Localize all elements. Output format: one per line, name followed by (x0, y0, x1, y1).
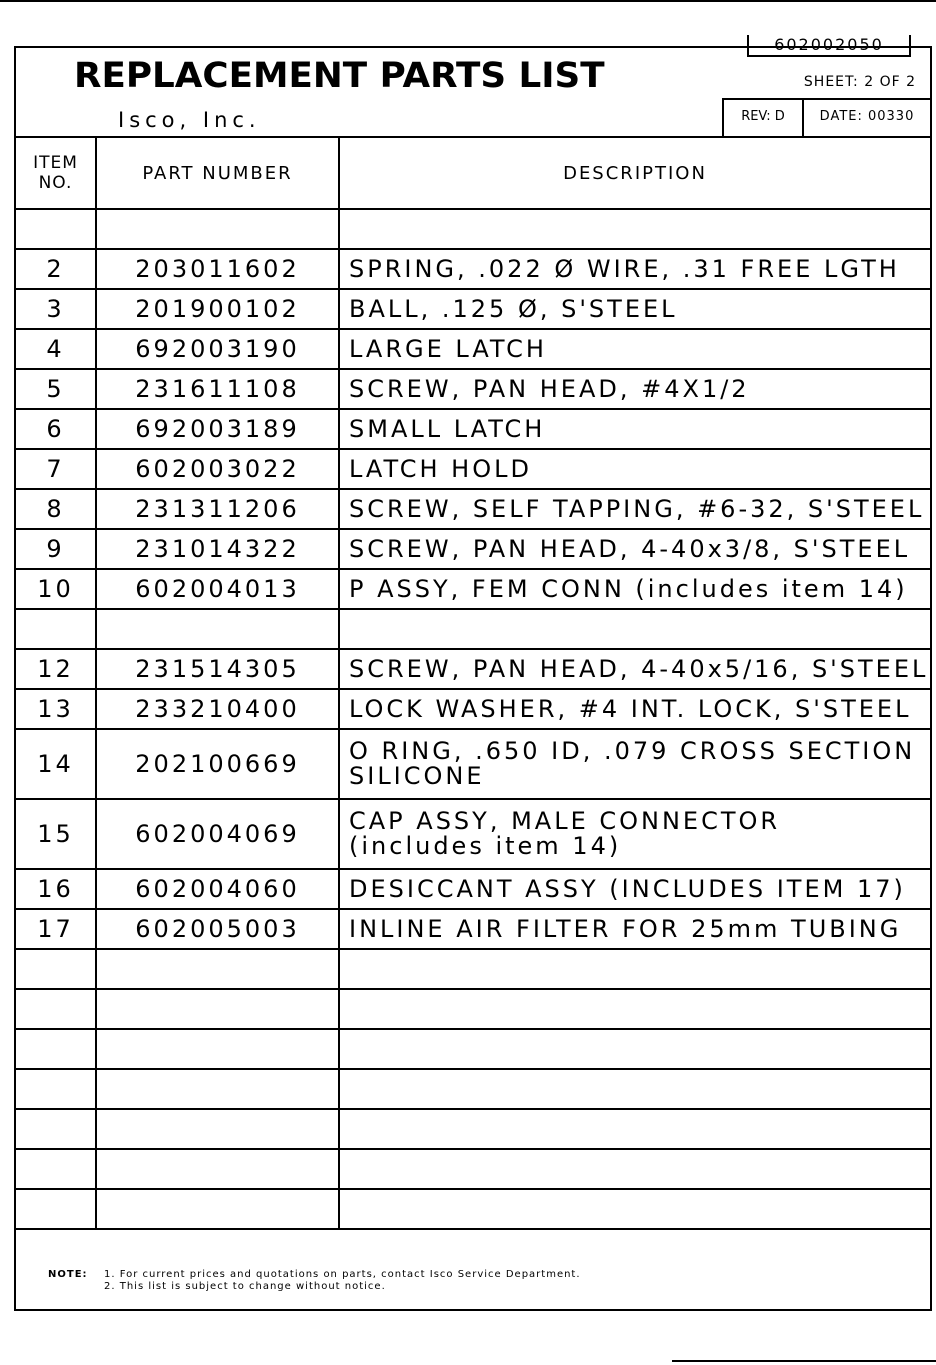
description-cell: SCREW, PAN HEAD, 4-40x5/16, S'STEEL (339, 649, 930, 689)
description-line-1: CAP ASSY, MALE CONNECTOR (349, 807, 781, 835)
table-header-row (16, 137, 930, 209)
table-row (16, 949, 930, 989)
part-number-cell: 231014322 (96, 529, 339, 569)
part-number-cell (96, 1109, 339, 1149)
company-name: Isco, Inc. (118, 108, 261, 132)
description-cell (339, 1029, 930, 1069)
part-number-cell: 233210400 (96, 689, 339, 729)
page-title: REPLACEMENT PARTS LIST (74, 56, 605, 96)
description-cell (339, 989, 930, 1029)
part-number-cell: 692003189 (96, 409, 339, 449)
table-row (16, 1149, 930, 1189)
description-cell: SCREW, SELF TAPPING, #6-32, S'STEEL (339, 489, 930, 529)
sheet-number: SHEET: 2 OF 2 (803, 74, 916, 90)
part-number-cell: 602005003 (96, 909, 339, 949)
description-line-1: O RING, .650 ID, .079 CROSS SECTION (349, 737, 916, 765)
item-number-cell: 15 (16, 799, 96, 869)
item-number-cell (16, 989, 96, 1029)
table-row (16, 799, 930, 869)
description-cell (339, 609, 930, 649)
part-number-cell (96, 609, 339, 649)
table-row (16, 449, 930, 489)
table-row (16, 909, 930, 949)
item-number-cell (16, 949, 96, 989)
description-cell: P ASSY, FEM CONN (includes item 14) (339, 569, 930, 609)
parts-list-sheet (14, 46, 932, 1311)
table-row (16, 329, 930, 369)
description-cell: SMALL LATCH (339, 409, 930, 449)
table-row (16, 1029, 930, 1069)
item-number-cell: 12 (16, 649, 96, 689)
description-cell (339, 729, 930, 799)
description-cell: LARGE LATCH (339, 329, 930, 369)
part-number-cell: 201900102 (96, 289, 339, 329)
item-number-cell (16, 609, 96, 649)
table-row (16, 529, 930, 569)
item-number-cell: 7 (16, 449, 96, 489)
table-row (16, 369, 930, 409)
item-number-cell: 8 (16, 489, 96, 529)
part-number-cell (96, 1189, 339, 1229)
header-description: DESCRIPTION (339, 137, 930, 209)
item-number-cell (16, 1069, 96, 1109)
table-row (16, 689, 930, 729)
parts-table (16, 136, 930, 1230)
description-cell (339, 799, 930, 869)
table-row (16, 869, 930, 909)
item-number-cell: 9 (16, 529, 96, 569)
part-number-cell: 602004013 (96, 569, 339, 609)
table-row (16, 289, 930, 329)
table-row (16, 1069, 930, 1109)
table-row (16, 649, 930, 689)
description-cell (339, 1109, 930, 1149)
document-number: 602002050 (747, 35, 911, 57)
note-line-1: 1. For current prices and quotations on parts, contact Isco Service Department. (104, 1269, 581, 1280)
part-number-cell: 692003190 (96, 329, 339, 369)
part-number-cell (96, 989, 339, 1029)
part-number-cell (96, 949, 339, 989)
description-line-2: (includes item 14) (349, 832, 622, 860)
description-cell: DESICCANT ASSY (INCLUDES ITEM 17) (339, 869, 930, 909)
date-box: DATE: 00330 (802, 98, 930, 136)
item-number-cell: 17 (16, 909, 96, 949)
header-item-no (16, 137, 96, 209)
table-row (16, 409, 930, 449)
table-row (16, 989, 930, 1029)
item-number-cell: 3 (16, 289, 96, 329)
description-cell: LATCH HOLD (339, 449, 930, 489)
item-number-cell: 2 (16, 249, 96, 289)
part-number-cell: 602004060 (96, 869, 339, 909)
description-cell (339, 1189, 930, 1229)
item-number-cell: 16 (16, 869, 96, 909)
table-row (16, 1109, 930, 1149)
part-number-cell (96, 1149, 339, 1189)
top-rule (0, 0, 936, 2)
part-number-cell: 602004069 (96, 799, 339, 869)
description-cell: LOCK WASHER, #4 INT. LOCK, S'STEEL (339, 689, 930, 729)
table-row (16, 1189, 930, 1229)
table-row (16, 729, 930, 799)
part-number-cell (96, 1069, 339, 1109)
item-number-cell: 5 (16, 369, 96, 409)
item-number-cell: 6 (16, 409, 96, 449)
table-row (16, 209, 930, 249)
item-number-cell (16, 1149, 96, 1189)
part-number-cell (96, 1029, 339, 1069)
description-cell: SCREW, PAN HEAD, 4-40x3/8, S'STEEL (339, 529, 930, 569)
description-cell (339, 209, 930, 249)
description-cell (339, 1069, 930, 1109)
table-body (16, 209, 930, 1229)
item-number-cell (16, 1189, 96, 1229)
table-row (16, 609, 930, 649)
note-label: NOTE: (48, 1269, 88, 1280)
item-number-cell (16, 209, 96, 249)
part-number-cell: 202100669 (96, 729, 339, 799)
header-item-line1: ITEM (33, 153, 78, 173)
part-number-cell: 602003022 (96, 449, 339, 489)
part-number-cell: 231514305 (96, 649, 339, 689)
description-cell: SCREW, PAN HEAD, #4X1/2 (339, 369, 930, 409)
table-row (16, 249, 930, 289)
part-number-cell (96, 209, 339, 249)
item-number-cell: 13 (16, 689, 96, 729)
table-row (16, 569, 930, 609)
description-cell: BALL, .125 Ø, S'STEEL (339, 289, 930, 329)
description-cell (339, 949, 930, 989)
item-number-cell: 4 (16, 329, 96, 369)
description-cell: SPRING, .022 Ø WIRE, .31 FREE LGTH (339, 249, 930, 289)
item-number-cell (16, 1029, 96, 1069)
header-item-line2: NO. (38, 173, 73, 193)
revision-box: REV: D (722, 98, 802, 136)
description-line-2: SILICONE (349, 762, 485, 790)
part-number-cell: 231311206 (96, 489, 339, 529)
table-row (16, 489, 930, 529)
description-cell (339, 1149, 930, 1189)
header-part-number: PART NUMBER (96, 137, 339, 209)
description-cell: INLINE AIR FILTER FOR 25mm TUBING (339, 909, 930, 949)
part-number-cell: 231611108 (96, 369, 339, 409)
item-number-cell: 10 (16, 569, 96, 609)
note-line-2: 2. This list is subject to change without notice. (104, 1281, 386, 1292)
part-number-cell: 203011602 (96, 249, 339, 289)
item-number-cell: 14 (16, 729, 96, 799)
item-number-cell (16, 1109, 96, 1149)
bottom-rule (672, 1360, 936, 1362)
